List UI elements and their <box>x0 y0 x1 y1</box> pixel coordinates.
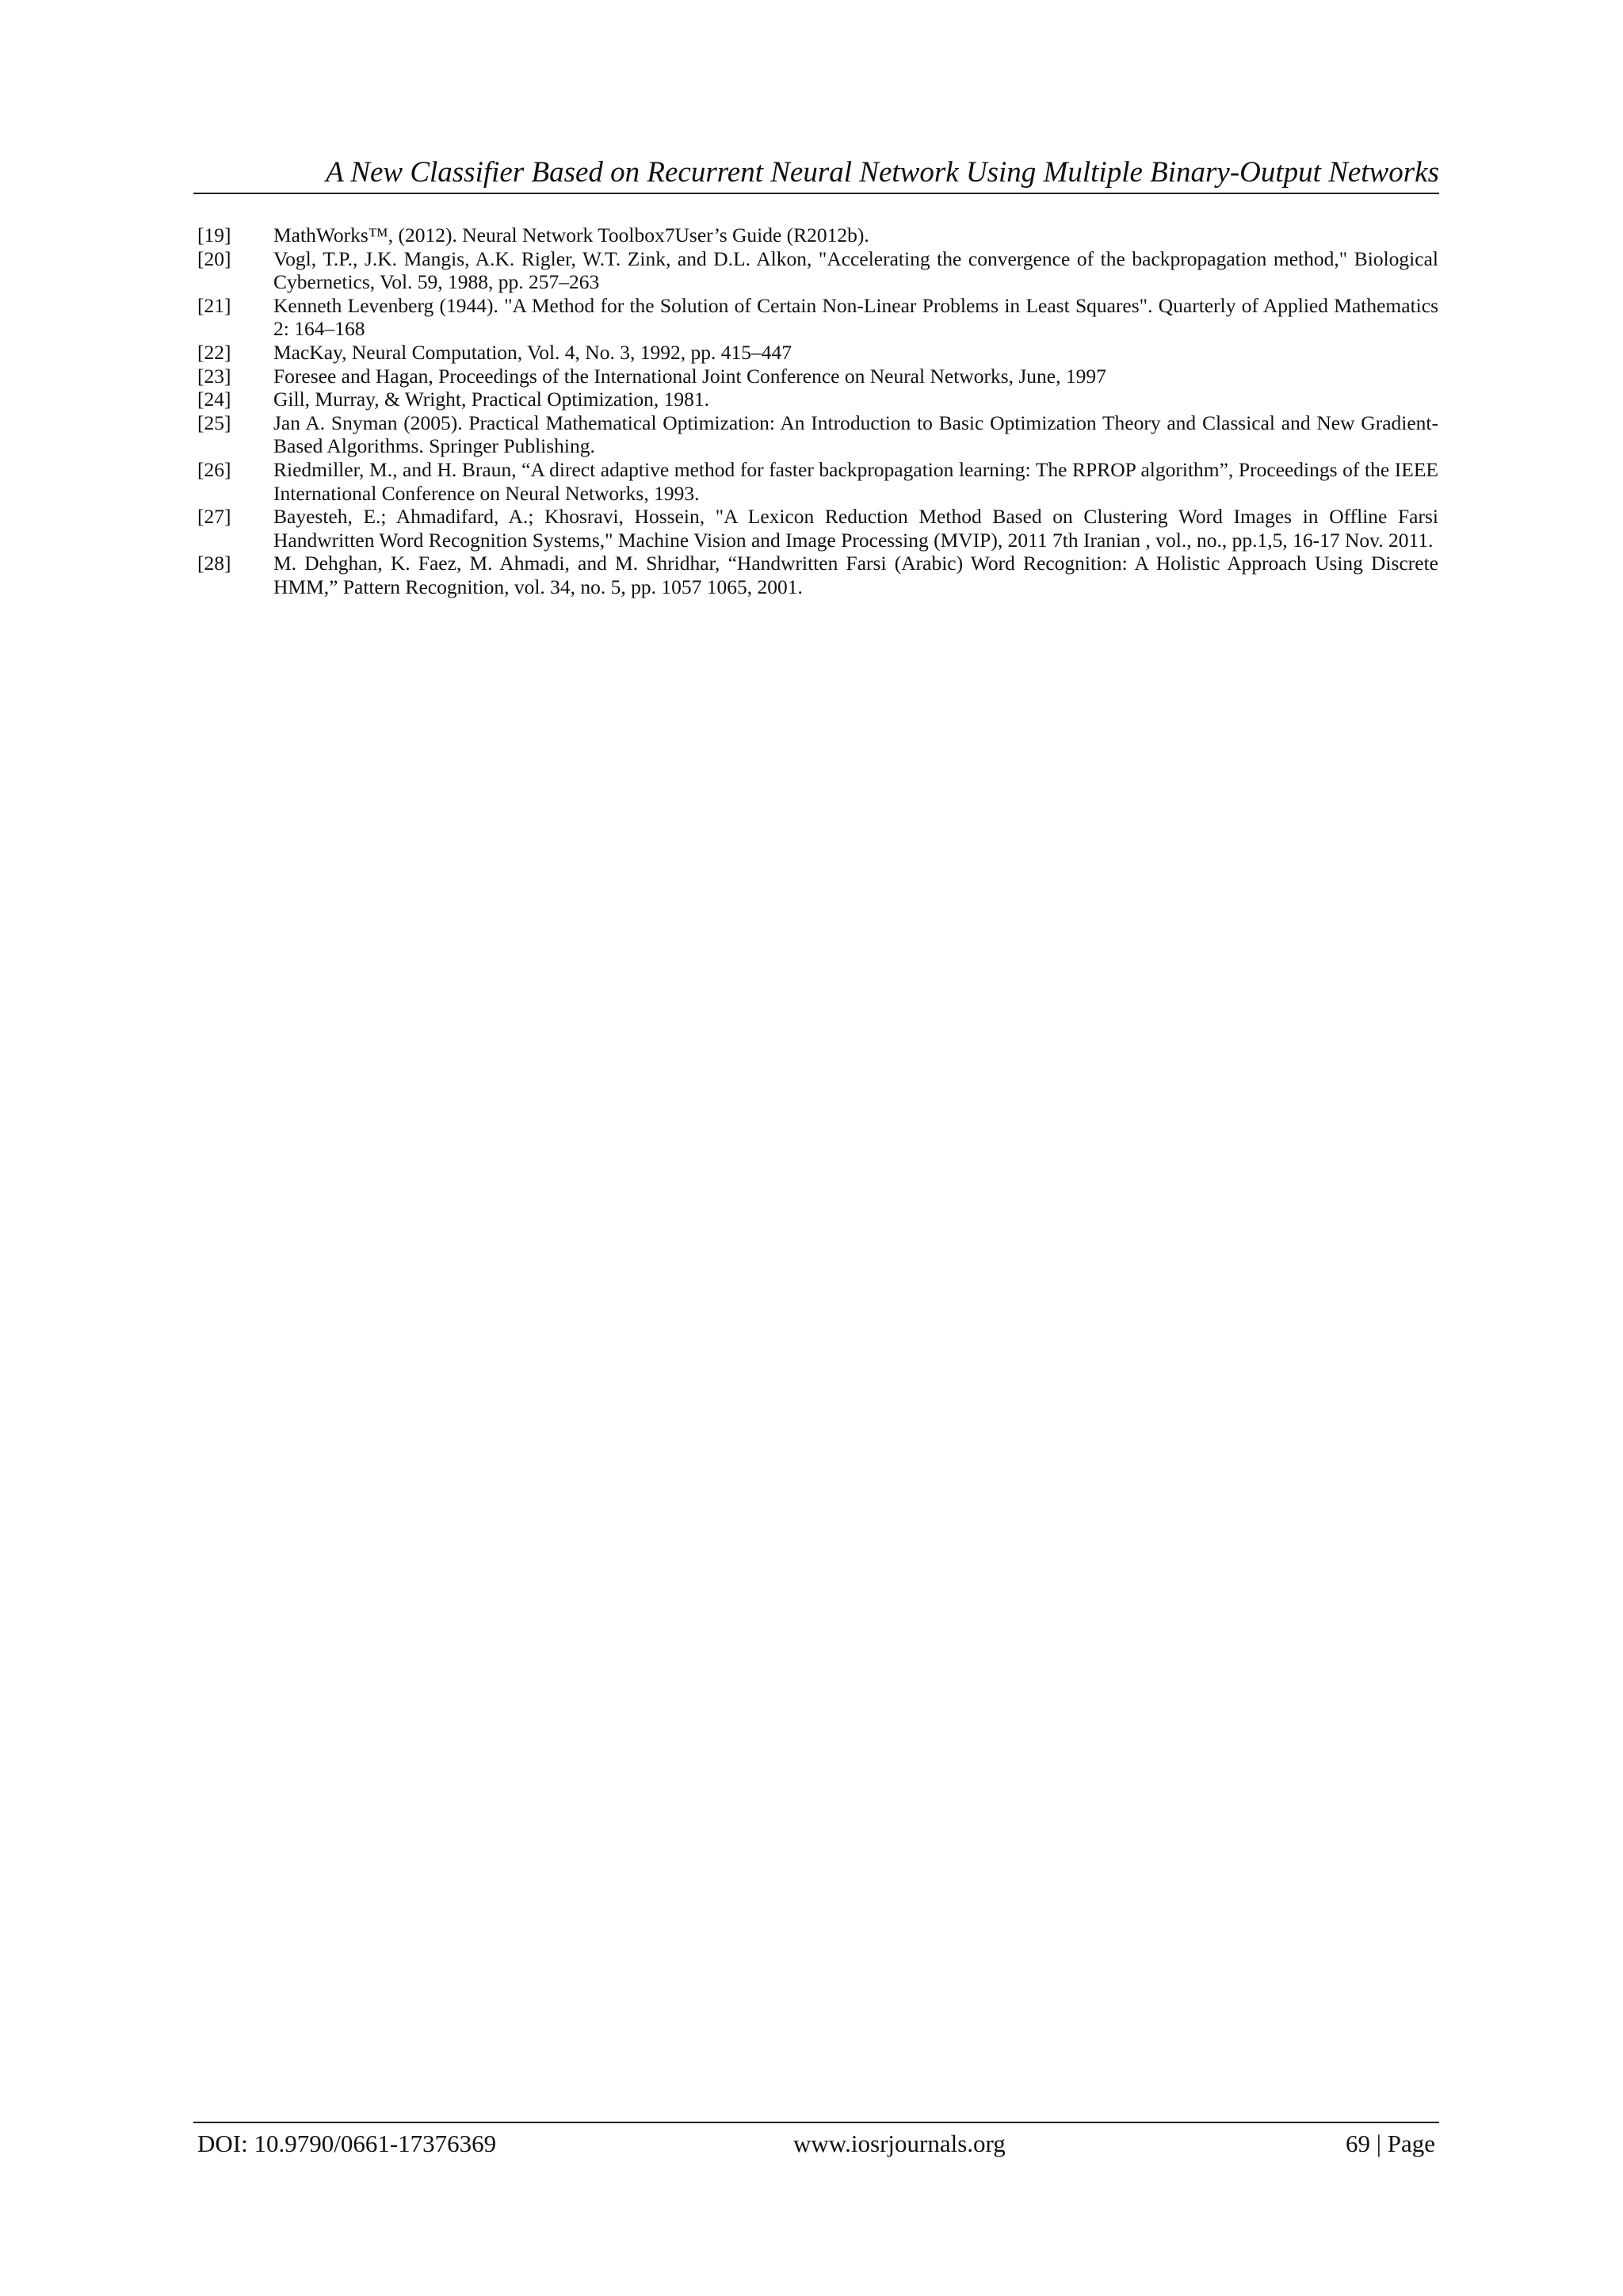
reference-text: Bayesteh, E.; Ahmadifard, A.; Khosravi, Hossein, "A Lexicon Reduction Method Based on Clustering Word Images in Offline Farsi Handwritten Word Recognition Systems," Machine Vision and Image Processing (MVIP), 2011 7th Iranian , vol., no., pp.1,5, 16-17 Nov. 2011. <box>273 505 1438 552</box>
running-header-title: A New Classifier Based on Recurrent Neural Network Using Multiple Binary-Output Networks <box>326 156 1439 189</box>
reference-text: MathWorks™, (2012). Neural Network Toolbox7User’s Guide (R2012b). <box>273 223 869 246</box>
reference-text: MacKay, Neural Computation, Vol. 4, No. 3, 1992, pp. 415–447 <box>273 340 792 364</box>
reference-item <box>197 552 1438 598</box>
reference-text: Kenneth Levenberg (1944). "A Method for the Solution of Certain Non-Linear Problems in Least Squares". Quarterly of Applied Mathematics 2: 164–168 <box>273 293 1438 341</box>
header-divider <box>193 193 1439 194</box>
reference-number: [26] <box>197 457 231 481</box>
reference-number: [25] <box>197 411 231 434</box>
reference-item <box>197 247 1438 294</box>
reference-number: [20] <box>197 246 231 270</box>
reference-text: Gill, Murray, & Wright, Practical Optimization, 1981. <box>273 388 709 411</box>
reference-text: Jan A. Snyman (2005). Practical Mathematical Optimization: An Introduction to Basic Optimization Theory and Classical and New Gradient-Based Algorithms. Springer Publishing. <box>273 411 1438 458</box>
reference-item <box>197 365 1438 388</box>
page-footer <box>197 2128 1435 2163</box>
footer-doi: DOI: 10.9790/0661-17376369 <box>197 2130 497 2157</box>
reference-text: M. Dehghan, K. Faez, M. Ahmadi, and M. Shridhar, “Handwritten Farsi (Arabic) Word Recognition: A Holistic Approach Using Discrete HMM,” Pattern Recognition, vol. 34, no. 5, pp. 1057 1065, 2001. <box>273 552 1438 598</box>
reference-text: Foresee and Hagan, Proceedings of the International Joint Conference on Neural Networks, June, 1997 <box>273 364 1106 388</box>
reference-number: [21] <box>197 293 231 317</box>
reference-item <box>197 411 1438 458</box>
reference-number: [27] <box>197 505 231 529</box>
reference-list <box>197 223 1438 599</box>
reference-number: [28] <box>197 552 231 575</box>
reference-item <box>197 458 1438 505</box>
reference-text: Riedmiller, M., and H. Braun, “A direct adaptive method for faster backpropagation learning: The RPROP algorithm”, Proceedings of the IEEE International Conference on Neural Networks, 1993. <box>273 457 1438 505</box>
footer-divider <box>193 2122 1439 2123</box>
reference-item <box>197 505 1438 552</box>
reference-number: [23] <box>197 364 231 388</box>
reference-text: Vogl, T.P., J.K. Mangis, A.K. Rigler, W.T. Zink, and D.L. Alkon, "Accelerating the convergence of the backpropagation method," Biological Cybernetics, Vol. 59, 1988, pp. 257–263 <box>273 246 1438 294</box>
reference-item <box>197 294 1438 341</box>
footer-page-number: 69 | Page <box>1346 2130 1435 2157</box>
reference-item <box>197 388 1438 411</box>
reference-item <box>197 223 1438 247</box>
reference-number: [19] <box>197 223 231 246</box>
reference-item <box>197 341 1438 365</box>
reference-number: [22] <box>197 340 231 364</box>
footer-website: www.iosrjournals.org <box>793 2130 1006 2157</box>
reference-number: [24] <box>197 388 231 411</box>
